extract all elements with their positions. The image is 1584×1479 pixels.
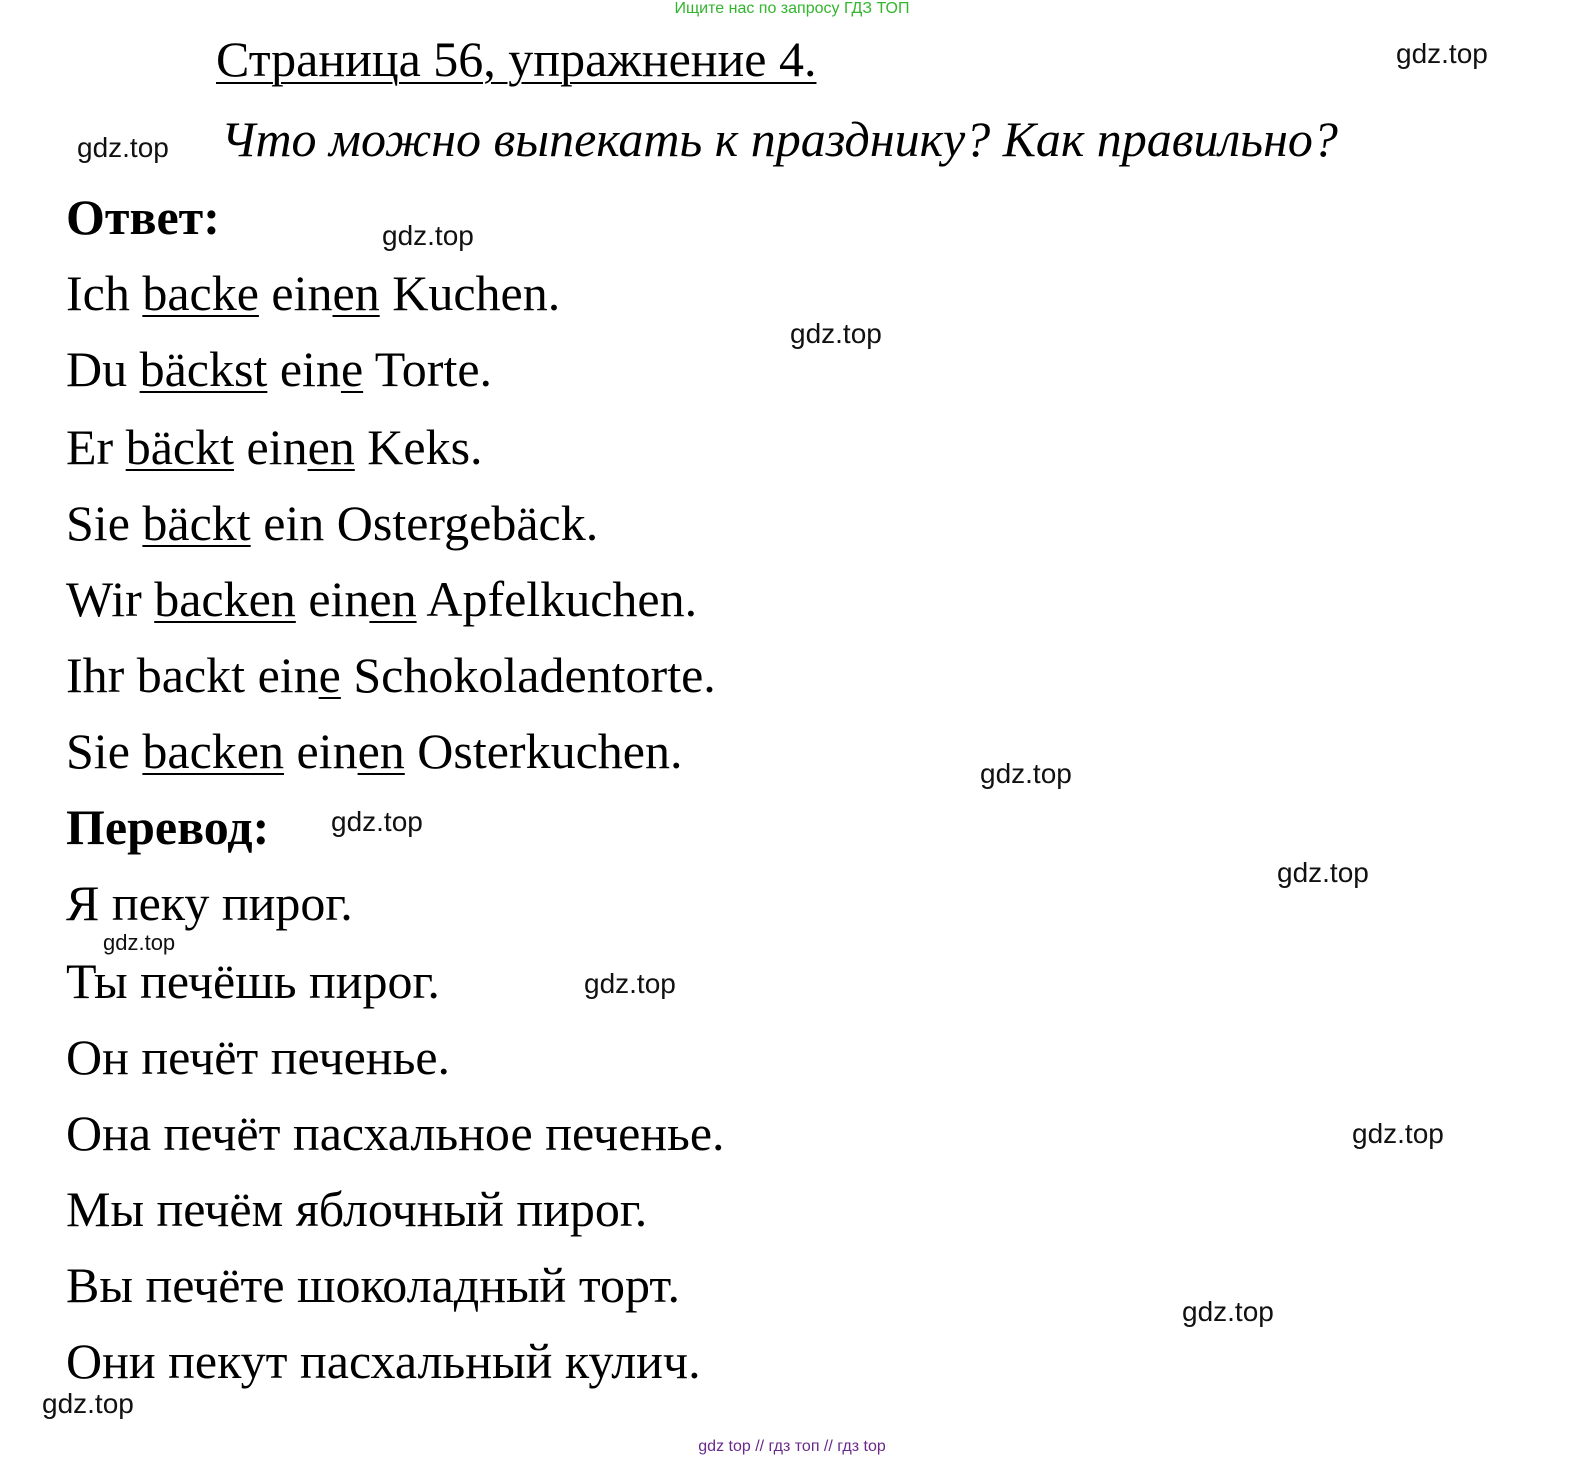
- underlined-segment: bäckt: [125, 419, 234, 475]
- answer-line: [66, 340, 492, 398]
- text-segment: Keks.: [354, 419, 483, 475]
- text-segment: Wir: [66, 571, 155, 627]
- answer-line: [66, 722, 682, 780]
- watermark: gdz.top: [382, 220, 474, 251]
- text-segment: ein: [267, 341, 341, 397]
- translation-line: Мы печём яблочный пирог.: [66, 1181, 648, 1237]
- answer-line: [66, 646, 716, 704]
- text-segment: Er: [66, 419, 126, 475]
- watermark: gdz.top: [77, 132, 169, 163]
- text-segment: ein Ostergebäck.: [250, 495, 599, 551]
- underlined-segment: e: [318, 647, 341, 703]
- answer-line: [66, 494, 598, 552]
- underlined-segment: bäckt: [142, 495, 251, 551]
- watermark: gdz.top: [1277, 857, 1369, 888]
- translation-line: Он печёт печенье.: [66, 1029, 451, 1085]
- underlined-segment: en: [332, 265, 380, 321]
- underlined-segment: en: [369, 571, 417, 627]
- text-segment: Kuchen.: [379, 265, 561, 321]
- answer-line: [66, 264, 560, 322]
- watermark: gdz.top: [1396, 38, 1488, 69]
- text-segment: Sie: [66, 495, 143, 551]
- text-segment: ein: [283, 723, 358, 779]
- text-segment: ein: [258, 265, 333, 321]
- text-segment: ein: [295, 571, 370, 627]
- underlined-segment: en: [357, 723, 405, 779]
- underlined-segment: backen: [142, 723, 284, 779]
- search-hint: Ищите нас по запросу ГДЗ ТОП: [674, 0, 910, 17]
- translation-line: Ты печёшь пирог.: [66, 953, 440, 1009]
- text-segment: Sie: [66, 723, 143, 779]
- watermark: gdz.top: [103, 930, 176, 955]
- translation-heading: Перевод:: [66, 799, 270, 855]
- text-segment: Schokoladentorte.: [340, 647, 716, 703]
- translation-line: Они пекут пасхальный кулич.: [66, 1333, 701, 1389]
- underlined-segment: bäckst: [139, 341, 268, 397]
- watermark: gdz.top: [1352, 1118, 1444, 1149]
- text-segment: Ich: [66, 265, 143, 321]
- watermark: gdz.top: [980, 758, 1072, 789]
- watermark: gdz.top: [42, 1388, 134, 1419]
- watermark: gdz.top: [1182, 1296, 1274, 1327]
- translation-line: Вы печёте шоколадный торт.: [66, 1257, 680, 1313]
- text-segment: Osterkuchen.: [404, 723, 683, 779]
- underlined-segment: e: [340, 341, 364, 397]
- footer-links: gdz top // гдз топ // гдз top: [698, 1438, 886, 1455]
- text-segment: Du: [66, 341, 140, 397]
- underlined-segment: backe: [142, 265, 259, 321]
- answer-line: [66, 570, 697, 628]
- underlined-segment: en: [307, 419, 355, 475]
- exercise-question: Что можно выпекать к празднику? Как правильно?: [221, 111, 1338, 167]
- watermark: gdz.top: [790, 318, 882, 349]
- text-segment: Torte.: [363, 341, 493, 397]
- answer-line: [66, 418, 483, 476]
- text-segment: ein: [233, 419, 308, 475]
- translation-line: Я пеку пирог.: [66, 875, 353, 931]
- answer-heading: Ответ:: [66, 189, 220, 245]
- text-segment: Ihr backt ein: [66, 647, 319, 703]
- text-segment: Apfelkuchen.: [416, 571, 698, 627]
- translation-line: Она печёт пасхальное печенье.: [66, 1105, 725, 1161]
- watermark: gdz.top: [584, 968, 676, 999]
- page-title: Страница 56, упражнение 4.: [216, 31, 817, 87]
- watermark: gdz.top: [331, 806, 423, 837]
- underlined-segment: backen: [154, 571, 296, 627]
